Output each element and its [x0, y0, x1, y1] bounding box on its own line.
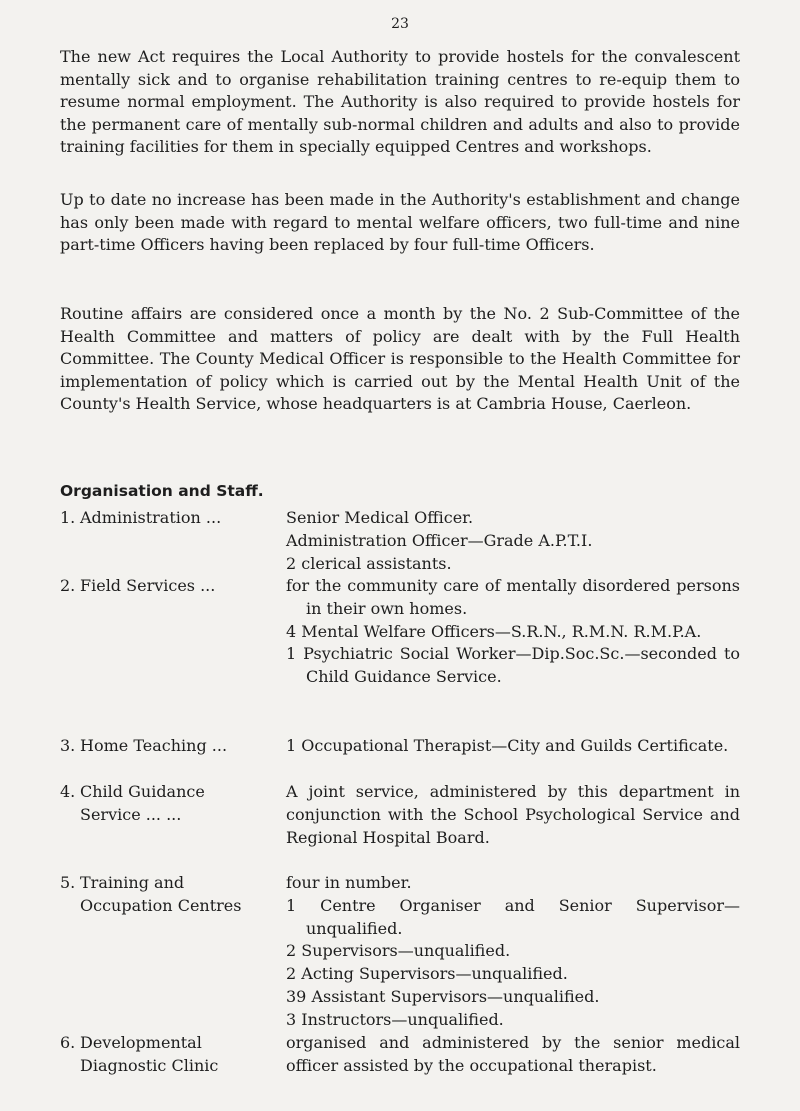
item-details [286, 575, 740, 689]
item-label-text: Field Services ... [80, 576, 216, 595]
detail-line: 39 Assistant Supervisors—unqualified. [286, 986, 600, 1006]
detail-line: 1 Psychiatric Social Worker—Dip.Soc.Sc.—seconded to Child Guidance Service. [286, 644, 740, 687]
detail-line: 2 Acting Supervisors—unqualified. [286, 964, 568, 984]
detail-line: 4 Mental Welfare Officers—S.R.N., R.M.N. R.M.P.A. [286, 621, 702, 641]
item-label [60, 575, 282, 598]
detail-line: Senior Medical Officer. [286, 508, 474, 527]
item-label [60, 872, 282, 918]
detail-line: 1 Centre Organiser and Senior Supervisor—unqualified. [286, 895, 740, 938]
item-details [286, 872, 740, 1032]
page-number: 23 [391, 16, 409, 32]
detail-line: four in number. [286, 873, 412, 892]
paragraph-routine-affairs: Routine affairs are considered once a month by the No. 2 Sub-Committee of the Health Committee and matters of policy are dealt with by the Full Health Committee. The County Medical Officer is responsible to the Health Committee for implementation of policy which is carried out by the Mental Health Unit of the County's Health Service, whose headquarters is at Cambria House, Caerleon. [60, 304, 740, 414]
detail-line: for the community care of mentally disordered persons in their own homes. [286, 576, 740, 618]
item-label [60, 507, 282, 530]
item-label-text: Administration ... [80, 508, 222, 527]
detail-line: 1 Occupational Therapist—City and Guilds Certificate. [286, 736, 729, 755]
item-label [60, 735, 282, 758]
item-number: 3. [60, 736, 76, 755]
item-details [286, 1032, 740, 1078]
item-label [60, 781, 282, 827]
detail-line: organised and administered by the senior medical officer assisted by the occupational therapist. [286, 1033, 740, 1075]
item-number: 2. [60, 576, 76, 595]
item-label-text: Developmental [80, 1033, 202, 1052]
item-number: 1. [60, 508, 76, 527]
item-label-text: Child Guidance [80, 782, 205, 801]
paragraph-new-act: The new Act requires the Local Authority to provide hostels for the convalescent mentally sick and to organise rehabilitation training centres to re-equip them to resume normal employment. The Authority is also required to provide hostels for the permanent care of mentally sub-normal children and adults and also to provide training facilities for them in specially equipped Centres and workshops. [60, 47, 740, 157]
detail-line: A joint service, administered by this department in conjunction with the School Psychological Service and Regional Hospital Board. [286, 782, 740, 847]
item-details [286, 507, 740, 575]
detail-line: Administration Officer—Grade A.P.T.I. [286, 530, 593, 550]
detail-line: 2 Supervisors—unqualified. [286, 941, 511, 961]
section-heading: Organisation and Staff. [60, 482, 264, 500]
item-label-continuation: Occupation Centres [80, 895, 242, 915]
item-label-continuation: Service ... ... [80, 804, 182, 824]
item-details [286, 781, 740, 849]
item-details [286, 735, 740, 758]
detail-line: 2 clerical assistants. [286, 553, 452, 573]
item-number: 4. [60, 782, 76, 801]
item-label-continuation: Diagnostic Clinic [80, 1055, 219, 1075]
item-number: 5. [60, 873, 76, 892]
detail-line: 3 Instructors—unqualified. [286, 1009, 504, 1029]
item-label [60, 1032, 282, 1078]
item-label-text: Home Teaching ... [80, 736, 228, 755]
paragraph-establishment: Up to date no increase has been made in the Authority's establishment and change has only been made with regard to mental welfare officers, two full-time and nine part-time Officers having been replaced by four full-time Officers. [60, 190, 740, 255]
item-label-text: Training and [80, 873, 185, 892]
item-number: 6. [60, 1033, 76, 1052]
